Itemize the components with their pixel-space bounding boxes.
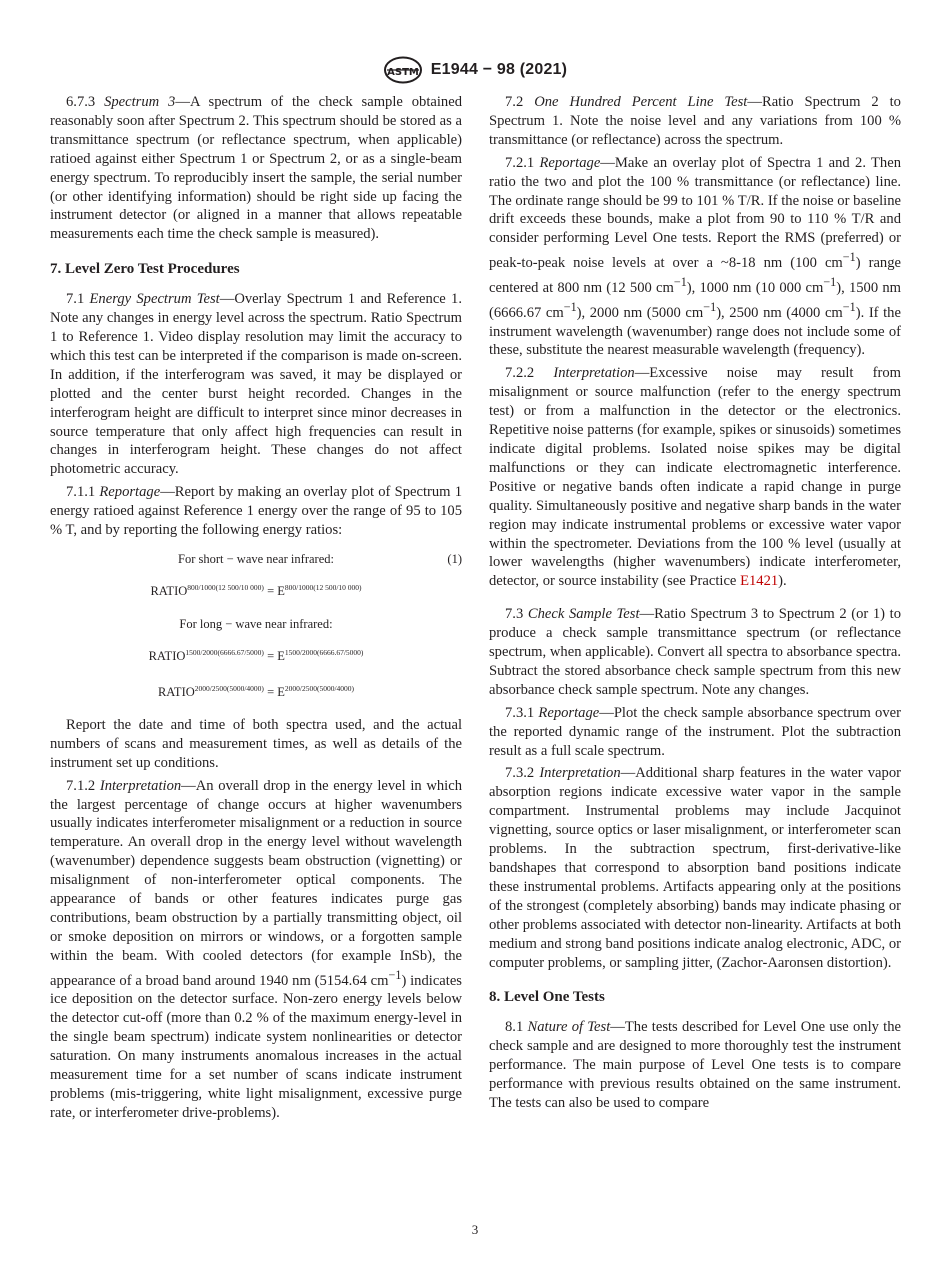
equation-number: (1) [447,551,462,566]
equation-label-long: For long − wave near infrared: [179,616,333,631]
paragraph-7-2: 7.2 One Hundred Percent Line Test—Ratio Spectrum 2 to Spectrum 1. Note the noise level and any variations from 100 % transmittance (or reflectance) across the spectrum. [489,94,901,148]
paragraph-8-1: 8.1 Nature of Test—The tests described for Level One use only the check sample and are designed to more thoroughly test the instrument performance. The main purpose of Level One tests is to compare performance with previous results obtained on the same instrument. The tests can also be used to compare [489,1019,901,1111]
paragraph-7-3: 7.3 Check Sample Test—Ratio Spectrum 3 to Spectrum 2 (or 1) to produce a check sample transmittance spectrum (or reflectance spectrum, when applicable). Convert all spectra to absorbance spectra. Subtract the stored absorbance check sample spectrum from this new absorbance check sample spectrum. Note any changes. [489,606,902,698]
paragraph-7-1-1: 7.1.1 Reportage—Report by making an overlay plot of Spectrum 1 energy ratioed against Reference 1 energy over the range of 95 to 105 % T, and by reporting the following energy ratios: [50,484,462,539]
paragraph-7-3-1: 7.3.1 Reportage—Plot the check sample absorbance spectrum over the reported dynamic range of the instrument. Plot the subtraction result as a full scale spectrum. [489,704,901,759]
section-7-heading: 7. Level Zero Test Procedures [50,261,240,278]
paragraph-6-7-3: 6.7.3 Spectrum 3—A spectrum of the check sample obtained reasonably soon after Spectrum 2. This spectrum should be stored as a transmittance spectrum (or reflectance spectrum, when applicable) ratioed against either Spectrum 1 or Spectrum 2, or as a single-beam energy spectrum. To reproducibly insert the sample, the serial number (or other identifying information) should be right side up facing the instrument detector (or aligned in a manner that allows repeatable measurements each time the check sample is measured). [50,94,462,243]
paragraph-7-3-2: 7.3.2 Interpretation—Additional sharp features in the water vapor absorption regions indicate excessive water vapor in the sample compartment. Instrumental problems may include Jacquinot vignetting, source optics or laser misalignment, or interferometer scan problems. In the subtraction spectrum, first-derivative-like bandshapes that correspond to absorption band positions indicate these instrumental problems. Artifacts appearing only at the positions of the strongest (completely absorbing) bands may indicate phasing or other problems associated with detector non-linearity. Artifacts at both medium and strong band positions indicate analog electronic, ADC, or computer problems, or sampling jitter, (Zachor-Aaronsen distortion). [489,765,901,971]
practice-e1421-link[interactable]: E1421 [740,573,779,590]
paragraph-7-2-2: 7.2.2 Interpretation—Excessive noise may result from misalignment or source malfunction (refer to the energy spectrum test) or from a malfunction in the detector or the electronics. Repetitive noise patterns (for example, spikes or sinusoids) sometimes indicate digital problems. Isolated noise spikes may be digital malfunctions or they can indicate electromagnetic interference. Positive or negative bands often indicate a rapid change in purge quality. Simultaneously positive and negative sharp bands in the water region may indicate instrumental problems or excessive water vapor within the spectrometer. Deviations from the 100 % level (usually at lower wavelengths (higher wavenumbers) indicate interferometer, detector, or source instability (see Practice E1421). [489,365,902,590]
equation-label-short: For short − wave near infrared: (1) [50,550,462,569]
right-column [489,93,901,1117]
equation-ratio-800: $RATIO^{800/1000(12 500/10 000)} = E^{800/1000(12 500/10 000)}$ [150,582,362,598]
svg-text:ASTM: ASTM [386,67,419,78]
document-designation: E1944 − 98 (2021) [430,61,568,78]
left-column [50,93,462,1127]
page-header [0,56,950,84]
paragraph-report: Report the date and time of both spectra used, and the actual numbers of scans and measurement times, as well as details of the instrument set up conditions. [50,716,462,771]
equation-ratio-1500: $RATIO^{1500/2000(6666.67/5000)} = E^{1500/2000(6666.67/5000)}$ [148,647,364,663]
paragraph-7-1-2: 7.1.2 Interpretation—An overall drop in the energy level in which the largest percentage of change occurs at higher wavenumbers usually indicates interferometer misalignment or a reduction in source temperature. An overall drop in the energy level without wavelength (wavenumber) dependence suggests beam obstruction (vignetting) or misalignment of non-interferometer optical components. The appearance of bands or other features indicates purge gas contributions, beam obstruction by a partially transmitting object, oil or smoke deposition on mirrors or windows, or a forgotten sample within the beam. With cooled detectors (for example InSb), the appearance of a broad band around 1940 nm (5154.64 $cm^{-1}$) indicates ice deposition on the detector surface. Non-zero energy levels below the detector cut-off (more than 0.2 % of the maximum energy-level in the single beam spectrum) indicate system nonlinearities or detector saturation. On many instruments anomalous increases in the actual measurement time for a set number of scans indicate instrument problems (mis-triggering, white light misalignment, excessive purge rate, or interferometer drive-problems). [50,777,462,1121]
paragraph-7-1: 7.1 Energy Spectrum Test—Overlay Spectrum 1 and Reference 1. Note any changes in energy level across the spectrum. Ratio Spectrum 1 to Reference 1. Video display resolution may limit the accuracy to which this test can be interpreted if the comparison is made on-screen. In addition, if the interferogram was saved, it may be displayed or plotted and the center burst height recorded. Changes in the interferogram height are difficult to interpret since minor decreases in source temperature that only affect high frequencies can result in changes in interferogram height. These changes do not affect photometric accuracy. [50,291,462,478]
equation-ratio-2000: $RATIO^{2000/2500(5000/4000)} = E^{2000/2500(5000/4000)}$ [157,683,355,700]
section-8-heading: 8. Level One Tests [489,989,605,1006]
paragraph-7-2-1: 7.2.1 Reportage—Make an overlay plot of Spectra 1 and 2. Then ratio the two and plot the 100 % transmittance (or reflectance) line. The ordinate range should be 99 to 101 % T/R. If the noise or baseline drift exceeds these bounds, make a plot from 90 to 110 % T/R and consider performing Level One tests. Report the RMS (preferred) or peak-to-peak noise levels at over a ~8-18 nm (100 $cm^{-1}$) range centered at 800 nm (12 500 $cm^{-1}$), 1000 nm (10 000 $cm^{-1}$), 1500 nm (6666.67 $cm^{-1}$), 2000 nm (5000 $cm^{-1}$), 2500 nm (4000 $cm^{-1}$). If the instrument wavelength (wavenumber) range does not include some of these, substitute the nearest measurable wavelength (frequency). [489,154,901,359]
astm-logo-icon [383,56,423,84]
page-number: 3 [471,1222,479,1237]
